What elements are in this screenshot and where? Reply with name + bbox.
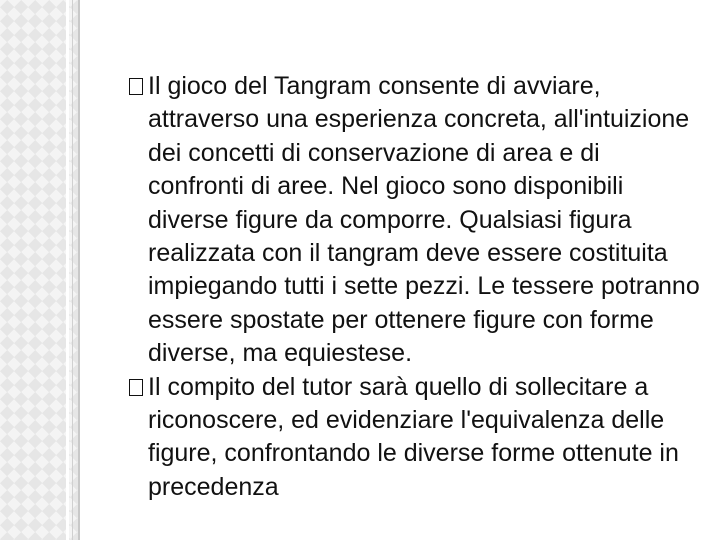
bullet-paragraph-1	[130, 70, 700, 371]
slide-body	[130, 70, 700, 504]
decorative-rule	[66, 0, 69, 540]
paragraph-text: Il compito del tutor sarà quello di sollecitare a riconoscere, ed evidenziare l'equivalenza delle figure, confrontando le diverse forme ottenute in precedenza	[148, 372, 679, 501]
paragraph-text: Il gioco del Tangram consente di avviare, attraverso una esperienza concreta, all'intuizione dei concetti di conservazione di area e di confronti di aree. Nel gioco sono disponibili diverse figure da comporre. Qualsiasi figura realizzata con il tangram deve essere costituita impiegando tutti i sette pezzi. Le tessere potranno essere spostate per ottenere figure con forme diverse, ma equiestese.	[148, 72, 700, 368]
missing-glyph-bullet-icon	[129, 379, 143, 396]
decorative-rule-thin	[72, 0, 73, 540]
bullet-paragraph-2	[130, 371, 700, 505]
missing-glyph-bullet-icon	[129, 78, 143, 95]
